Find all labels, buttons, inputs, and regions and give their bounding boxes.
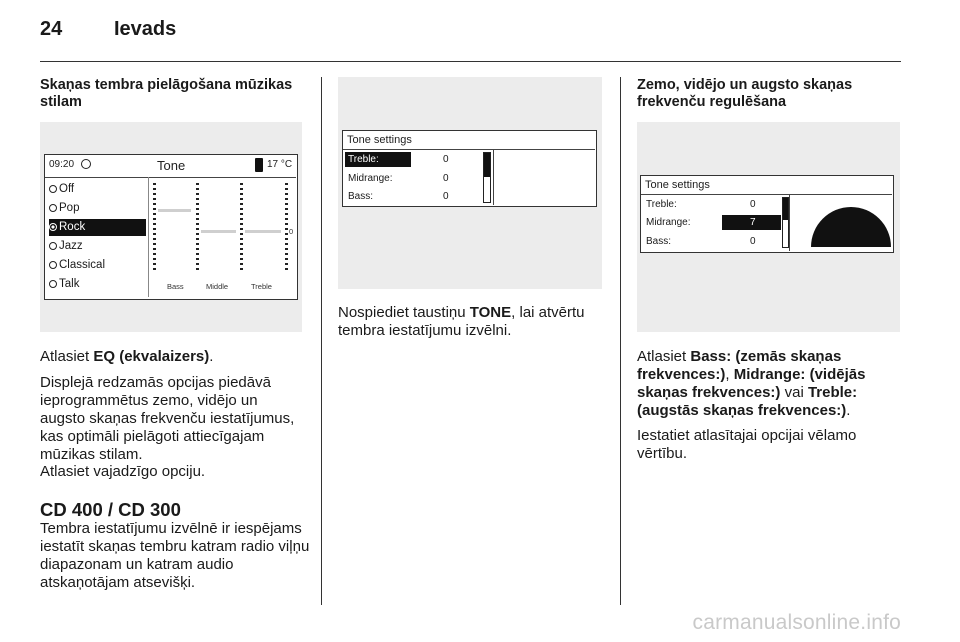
tone-row-bass[interactable]: Bass: [646, 236, 672, 247]
tone-value-bass: 0 [750, 236, 756, 247]
radio-icon [49, 185, 57, 193]
tone-row-treble[interactable]: Treble: [345, 152, 411, 167]
header-rule [40, 61, 901, 62]
eq-scale-dots [285, 183, 288, 271]
tone-row-treble[interactable]: Treble: [646, 199, 677, 210]
section-heading-cd: CD 400 / CD 300 [40, 499, 181, 520]
eq-scale-dots [153, 183, 156, 271]
eq-option-jazz[interactable]: Jazz [49, 238, 146, 255]
screen-title: Tone [157, 158, 186, 173]
screen-divider [343, 149, 595, 150]
tone-settings-display [342, 130, 597, 207]
temperature: 17 °C [267, 159, 293, 170]
radio-icon [49, 280, 57, 288]
clock: 09:20 [49, 159, 75, 170]
screen-divider [641, 194, 892, 195]
eq-label-middle: Middle [206, 282, 229, 291]
tone-value-treble: 0 [750, 199, 756, 210]
eq-label-bass: Bass [167, 282, 184, 291]
screen-divider [45, 177, 296, 178]
paragraph-press-tone: Nospiediet taustiņu TONE, lai atvērtu tembra iestatījumu izvēlni. [338, 304, 585, 339]
tone-value-treble: 0 [443, 154, 449, 165]
paragraph-select-eq: Atlasiet EQ (ekvalaizers). [40, 348, 214, 365]
screen-separator [148, 177, 149, 297]
radio-icon [49, 242, 57, 250]
screen-separator [493, 149, 494, 205]
tone-value-bass: 0 [443, 191, 449, 202]
tone-row-midrange[interactable]: Midrange: [646, 217, 691, 228]
tone-scrollbar[interactable] [483, 152, 491, 203]
tone-settings-title: Tone settings [645, 179, 710, 191]
eq-scale-dots [240, 183, 243, 271]
paragraph-select-option: Atlasiet vajadzīgo opciju. [40, 463, 206, 480]
radio-icon [49, 204, 57, 212]
eq-label-treble: Treble [251, 282, 272, 291]
column-divider-2 [620, 77, 621, 605]
eq-option-rock[interactable]: Rock [49, 219, 146, 236]
tone-settings-title: Tone settings [347, 134, 412, 146]
radio-icon [49, 261, 57, 269]
paragraph-eq-description: Displejā redzamās opcijas piedāvā ieprogrammētus zemo, vidējo un augsto skaņas frekvenču iestatījumus, kas optimāli pielāgoti attiecīgajam mūzikas stilam. [40, 374, 295, 463]
paragraph-cd-description: Tembra iestatījumu izvēlnē ir iespējams iestatīt skaņas tembru katram radio viļņu diapazonam un katram audio atskaņotājam atsevišķi. [40, 520, 310, 591]
figure-tone-settings-1 [338, 77, 602, 289]
tone-row-midrange[interactable]: Midrange: [348, 173, 393, 184]
tone-scrollbar[interactable] [782, 197, 789, 248]
figure-tone-settings-2 [637, 122, 900, 332]
eq-level-bass [158, 209, 191, 212]
eq-display [44, 154, 298, 300]
tone-settings-display [640, 175, 894, 253]
eq-option-talk[interactable]: Talk [49, 276, 146, 293]
figure-eq-screen [40, 122, 302, 332]
check-icon [81, 159, 91, 169]
tone-scrollbar-thumb[interactable] [783, 198, 788, 220]
tone-row-bass[interactable]: Bass: [348, 191, 374, 202]
paragraph-select-band: Atlasiet Bass: (zemās skaņas frekvences:), Midrange: (vidējās skaņas frekvences:) vai Treble: (augstās skaņas frekvences:). [637, 348, 866, 419]
paragraph-set-value: Iestatiet atlasītajai opcijai vēlamo vērtību. [637, 427, 857, 462]
page-title: Ievads [114, 18, 177, 40]
page-number: 24 [40, 18, 63, 40]
eq-scale-dots [196, 183, 199, 271]
column-divider-1 [321, 77, 322, 605]
tone-value-midrange: 0 [443, 173, 449, 184]
eq-option-pop[interactable]: Pop [49, 200, 146, 217]
eq-level-middle [201, 230, 236, 233]
midrange-curve-graphic [811, 207, 891, 247]
screen-separator [789, 194, 790, 251]
eq-option-off[interactable]: Off [49, 181, 146, 198]
tone-value-midrange: 7 [750, 217, 756, 228]
eq-option-classical[interactable]: Classical [49, 257, 146, 274]
eq-scale-zero: 0 [289, 227, 294, 236]
thermometer-icon [255, 158, 263, 172]
radio-selected-icon [49, 223, 57, 231]
eq-level-treble [245, 230, 281, 233]
watermark: carmanualsonline.info [692, 611, 901, 634]
section-heading-frequency: Zemo, vidējo un augsto skaņas frekvenču regulēšana [637, 77, 853, 110]
section-heading-eq: Skaņas tembra pielāgošana mūzikas stilam [40, 77, 293, 110]
tone-scrollbar-thumb[interactable] [484, 153, 490, 177]
